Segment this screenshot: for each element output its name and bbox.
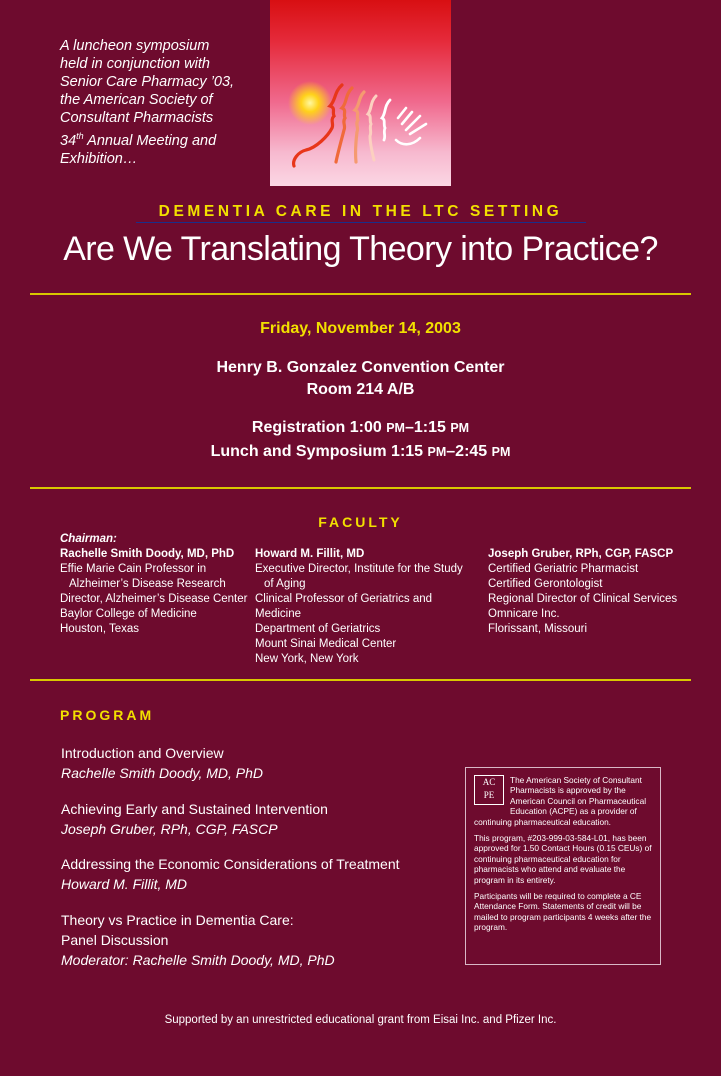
intro-line: Exhibition… [60,150,138,167]
faculty-heading: FACULTY [318,514,403,530]
hero-artwork [270,0,451,186]
program-item-title: Achieving Early and Sustained Intervention [61,801,328,817]
program-item [61,743,441,783]
intro-line: held in conjunction with [60,56,210,72]
faculty-line: Effie Marie Cain Professor in [60,563,207,575]
program-item-speaker: Howard M. Fillit, MD [61,876,188,892]
event-room: Room 214 A/B [306,381,415,398]
faculty-name: Rachelle Smith Doody, MD, PhD [60,548,235,560]
faculty-line: Director, Alzheimer’s Disease Center [60,593,248,605]
faculty-line: New York, New York [255,653,359,665]
faculty-column-3 [488,547,688,637]
event-venue: Henry B. Gonzalez Convention Center [216,359,505,376]
faculty-line: Alzheimer’s Disease Research [69,578,226,590]
program-item-speaker: Joseph Gruber, RPh, CGP, FASCP [61,821,278,837]
event-date: Friday, November 14, 2003 [260,320,461,337]
divider [30,679,691,681]
chairman-label: Chairman: [60,533,117,545]
intro-number: 34 [60,132,77,149]
faculty-line: Regional Director of Clinical Services [488,593,678,605]
profile-peach [355,92,364,162]
intro-rest: Annual Meeting and [83,132,217,149]
divider [30,293,691,295]
intro-line: A luncheon symposium [60,38,210,54]
acpe-logo-top: AC [482,777,496,787]
lunch-mid: –2:45 [446,443,492,460]
faculty-line: Houston, Texas [60,623,140,635]
divider [30,487,691,489]
event-subtitle: DEMENTIA CARE IN THE LTC SETTING [158,203,563,220]
intro-line: Senior Care Pharmacy ’03, [60,74,235,90]
intro-line: the American Society of [60,92,213,108]
pm-label: PM [427,445,447,459]
program-item [61,799,441,839]
faculty-line: Clinical Professor of Geriatrics and Medicine [255,593,433,620]
profile-white [382,100,390,140]
faculty-name: Howard M. Fillit, MD [255,548,365,560]
pm-label: PM [491,445,511,459]
program-item-title: Introduction and Overview [61,745,224,761]
intro-superscript: th [76,131,84,141]
event-title: Are We Translating Theory into Practice? [63,230,658,268]
faculty-line: Omnicare Inc. [488,608,560,620]
faces-illustration [270,0,451,186]
ce-paragraph: Participants will be required to complete a CE Attendance Form. Statements of credit will be mailed to program participants 4 weeks after the program. [474,891,652,933]
acpe-logo [474,775,504,805]
faculty-column-2 [255,547,480,667]
sun-glow [288,81,332,125]
program-item-speaker: Rachelle Smith Doody, MD, PhD [61,765,264,781]
pm-label: PM [386,421,405,435]
ce-paragraph: This program, #203-999-03-584-L01, has been approved for 1.50 Contact Hours (0.15 CEUs) of continuing pharmaceutical education for pharmacists who attend and evaluate the program in its entirety. [474,833,652,885]
profile-orange [336,88,352,162]
registration-time [0,418,721,438]
faculty-line: of Aging [264,578,306,590]
program-item-title-cont: Panel Discussion [61,932,169,948]
program-item-title: Theory vs Practice in Dementia Care: [61,912,294,928]
faculty-column-1 [60,532,255,637]
hand-lines [396,108,426,144]
lunch-time [0,442,721,462]
program-heading: PROGRAM [60,707,155,723]
program-item [61,910,441,970]
intro-line: Consultant Pharmacists [60,110,214,126]
faculty-line: Department of Geriatrics [255,623,381,635]
pm-label: PM [450,421,470,435]
faculty-line: Certified Gerontologist [488,578,603,590]
profile-pink [368,96,376,160]
sponsor-footer: Supported by an unrestricted educational grant from Eisai Inc. and Pfizer Inc. [164,1014,557,1026]
program-item [61,854,441,894]
intro-line [60,127,260,150]
program-item-speaker: Moderator: Rachelle Smith Doody, MD, PhD [61,952,335,968]
registration-mid: –1:15 [404,419,451,436]
ce-paragraph: The American Society of Consultant Pharmacists is approved by the American Council on Pharmaceutical Education (ACPE) as a provider of continuing pharmaceutical education. [474,775,647,827]
faculty-line: Baylor College of Medicine [60,608,197,620]
program-item-title: Addressing the Economic Considerations of Treatment [61,856,400,872]
acpe-logo-bottom: PE [483,790,495,800]
faculty-line: Executive Director, Institute for the Study [255,563,463,575]
ce-credit-box [465,767,661,965]
subtitle-underline [136,222,586,223]
faculty-line: Mount Sinai Medical Center [255,638,397,650]
faculty-name: Joseph Gruber, RPh, CGP, FASCP [488,548,674,560]
lunch-label: Lunch and Symposium 1:15 [210,443,428,460]
intro-text [60,37,260,168]
faculty-line: Florissant, Missouri [488,623,588,635]
registration-label: Registration 1:00 [251,419,387,436]
faculty-line: Certified Geriatric Pharmacist [488,563,639,575]
